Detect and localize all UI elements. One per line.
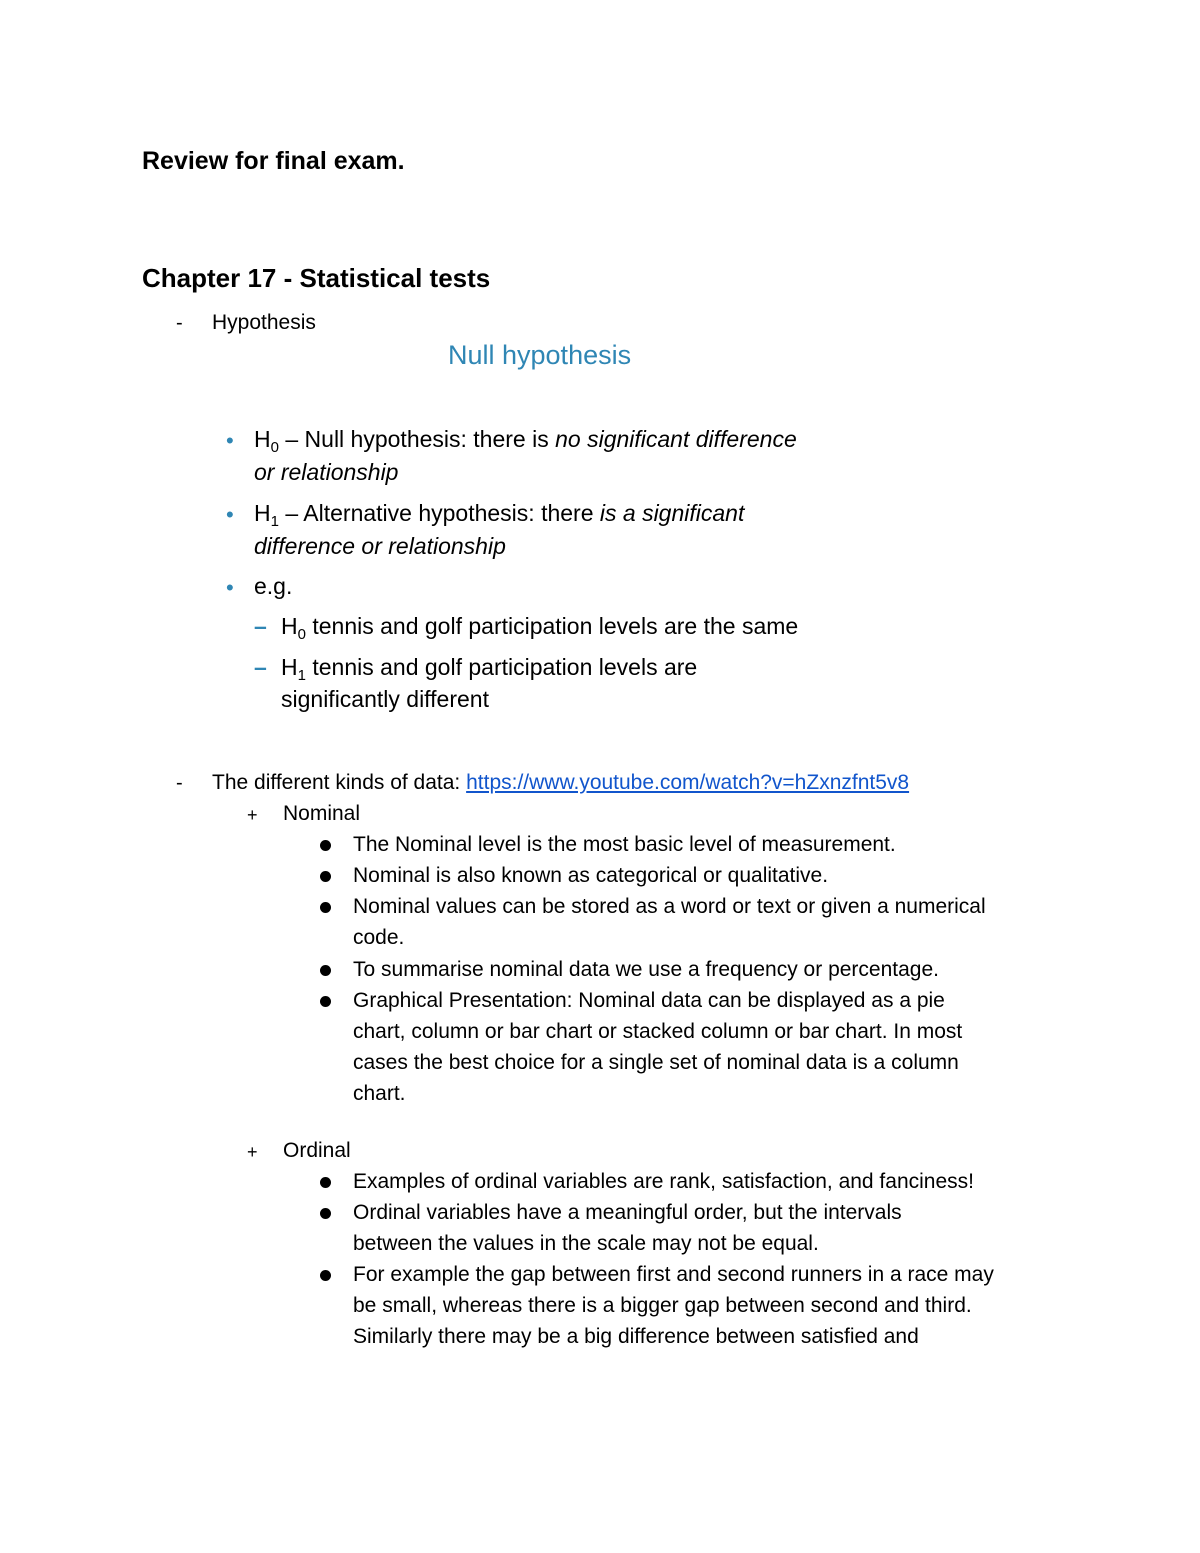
slide-bullet: • — [226, 502, 234, 527]
bullet-dot — [320, 1177, 331, 1188]
data-kinds-label: The different kinds of data: — [212, 771, 467, 794]
eg-label: e.g. — [254, 573, 293, 599]
slide-subdash: – — [254, 654, 267, 680]
h-letter: H — [281, 654, 298, 680]
plus-marker: + — [247, 1142, 258, 1162]
nominal-line: Nominal is also known as categorical or qualitative. — [353, 864, 829, 887]
plus-marker: + — [247, 805, 258, 825]
slide-bullet: • — [226, 575, 234, 600]
null-hypothesis-line2: or relationship — [254, 459, 399, 485]
null-hypothesis-text: – Null hypothesis: there is — [278, 426, 556, 452]
alt-hypothesis-line2: difference or relationship — [254, 533, 506, 559]
list-dash: - — [176, 772, 183, 794]
ordinal-line: between the values in the scale may not be equal. — [353, 1232, 819, 1255]
ordinal-line: be small, whereas there is a bigger gap between second and third. — [353, 1294, 972, 1317]
eg-h1-text: tennis and golf participation levels are — [305, 654, 698, 680]
nominal-line: cases the best choice for a single set of nominal data is a column — [353, 1051, 959, 1074]
null-hypothesis-italic: no significant difference — [555, 426, 797, 452]
ordinal-line: Similarly there may be a big difference between satisfied and — [353, 1325, 919, 1348]
nominal-line: Graphical Presentation: Nominal data can be displayed as a pie — [353, 989, 945, 1012]
nominal-line: chart. — [353, 1082, 406, 1105]
nominal-line: code. — [353, 926, 405, 949]
bullet-dot — [320, 1270, 331, 1281]
eg-h0 — [281, 613, 799, 643]
alt-hypothesis-italic: is a significant — [599, 500, 745, 526]
subscript-0: 0 — [297, 626, 306, 643]
eg-h0-text: tennis and golf participation levels are the same — [305, 613, 799, 639]
chapter-heading: Chapter 17 - Statistical tests — [142, 263, 491, 293]
ordinal-line: Ordinal variables have a meaningful order, but the intervals — [353, 1201, 902, 1224]
bullet-dot — [320, 871, 331, 882]
subscript-1: 1 — [297, 667, 306, 684]
slide-subdash: – — [254, 613, 267, 639]
ordinal-heading: Ordinal — [283, 1139, 351, 1162]
page-title: Review for final exam. — [142, 147, 405, 175]
ordinal-line: Examples of ordinal variables are rank, satisfaction, and fanciness! — [353, 1170, 974, 1193]
slide-bullet: • — [226, 428, 234, 453]
ordinal-line: For example the gap between first and second runners in a race may — [353, 1263, 994, 1286]
hypothesis-label: Hypothesis — [212, 311, 316, 334]
slide-bullet-h1 — [254, 500, 745, 530]
eg-h1-line2: significantly different — [281, 686, 489, 712]
subscript-1: 1 — [270, 513, 279, 530]
eg-h1 — [281, 654, 698, 684]
nominal-line: chart, column or bar chart or stacked column or bar chart. In most — [353, 1020, 963, 1043]
subscript-0: 0 — [270, 439, 279, 456]
nominal-line: Nominal values can be stored as a word or text or given a numerical — [353, 895, 986, 918]
data-kinds-item — [212, 771, 909, 795]
bullet-dot — [320, 902, 331, 913]
bullet-dot — [320, 996, 331, 1007]
bullet-dot — [320, 1208, 331, 1219]
h-letter: H — [254, 426, 271, 452]
nominal-line: The Nominal level is the most basic level of measurement. — [353, 833, 896, 856]
h-letter: H — [254, 500, 271, 526]
nominal-line: To summarise nominal data we use a frequency or percentage. — [353, 958, 939, 981]
list-dash: - — [176, 312, 183, 334]
h-letter: H — [281, 613, 298, 639]
slide-bullet-h0 — [254, 426, 797, 456]
slide-title: Null hypothesis — [448, 340, 632, 370]
bullet-dot — [320, 965, 331, 976]
alt-hypothesis-text: – Alternative hypothesis: there — [278, 500, 600, 526]
youtube-link[interactable]: https://www.youtube.com/watch?v=hZxnzfnt5v8 — [466, 771, 910, 794]
nominal-heading: Nominal — [283, 802, 361, 825]
bullet-dot — [320, 840, 331, 851]
